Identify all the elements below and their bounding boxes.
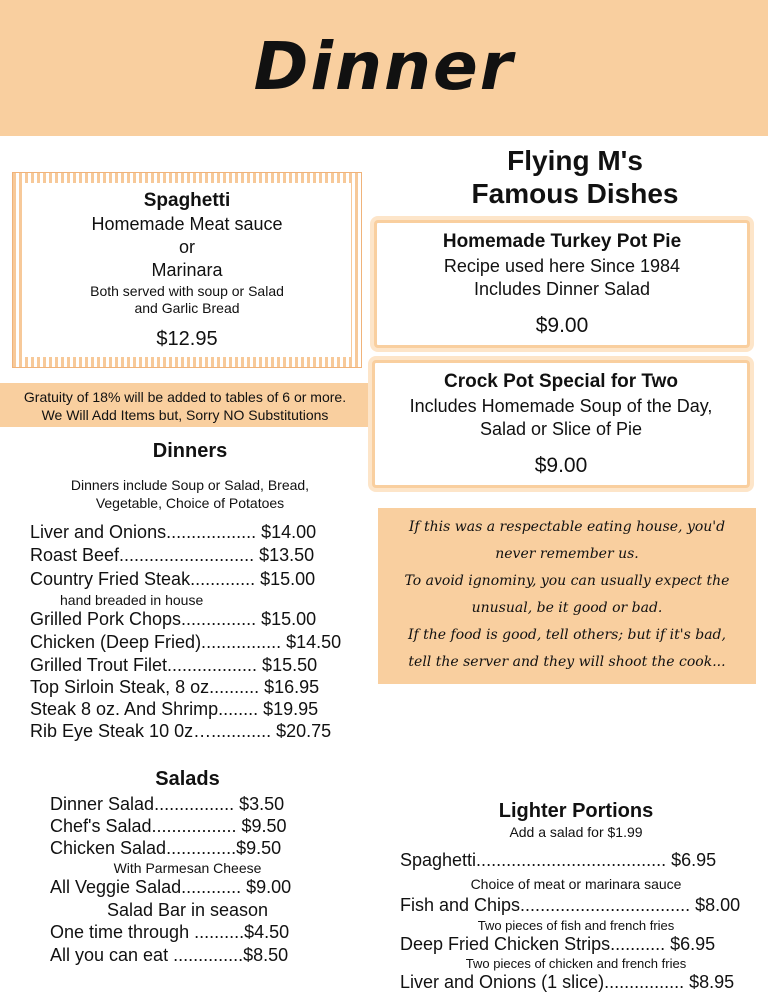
salad-item-note: With Parmesan Cheese xyxy=(113,860,262,876)
lighter-subheading: Add a salad for $1.99 xyxy=(509,824,643,840)
lighter-item: Fish and Chips.................................. $8.00 xyxy=(400,895,741,915)
spaghetti-text xyxy=(12,190,362,351)
dinners-note-2: Vegetable, Choice of Potatoes xyxy=(95,495,285,511)
dinner-item-note: hand breaded in house xyxy=(60,592,204,608)
crock-line-2: Salad or Slice of Pie xyxy=(479,419,643,439)
dinners-note-1: Dinners include Soup or Salad, Bread, xyxy=(70,477,310,493)
salad-bar-note: Salad Bar in season xyxy=(106,900,269,920)
gratuity-line-2: We Will Add Items but, Sorry NO Substitutions xyxy=(41,407,329,423)
spaghetti-line-4: Both served with soup or Salad xyxy=(90,283,284,299)
salad-item: All you can eat ..............$8.50 xyxy=(50,945,289,965)
dinners-heading: Dinners xyxy=(152,440,228,462)
salad-item: Chef's Salad................. $9.50 xyxy=(50,816,287,836)
dinner-item: Rib Eye Steak 10 0z…............ $20.75 xyxy=(30,721,332,741)
dinner-item: Chicken (Deep Fried)................ $14.50 xyxy=(30,632,342,652)
lighter-item: Liver and Onions (1 slice)................ $8.95 xyxy=(400,972,735,992)
quote-line-4: unusual, be it good or bad. xyxy=(471,600,663,616)
quote-line-6: tell the server and they will shoot the cook... xyxy=(408,654,726,670)
quote-box xyxy=(378,508,756,684)
spaghetti-line-5: and Garlic Bread xyxy=(134,300,240,316)
dinner-item: Steak 8 oz. And Shrimp........ $19.95 xyxy=(30,699,319,719)
spaghetti-name: Spaghetti xyxy=(143,190,231,211)
crock-line-1: Includes Homemade Soup of the Day, xyxy=(409,396,713,416)
spaghetti-line-2: or xyxy=(178,237,195,257)
turkey-price: $9.00 xyxy=(535,314,589,337)
dinners-note xyxy=(20,476,360,512)
spaghetti-line-3: Marinara xyxy=(151,260,223,280)
crock-price: $9.00 xyxy=(534,454,588,477)
salad-item: Chicken Salad..............$9.50 xyxy=(50,838,282,858)
lighter-item: Spaghetti...................................... $6.95 xyxy=(400,850,717,870)
dinner-item: Top Sirloin Steak, 8 oz.......... $16.95 xyxy=(30,677,320,697)
turkey-name: Homemade Turkey Pot Pie xyxy=(442,231,682,252)
dinner-item: Grilled Trout Filet.................. $15.50 xyxy=(30,655,318,675)
lighter-item-note: Two pieces of fish and french fries xyxy=(477,918,675,933)
gratuity-notice xyxy=(0,383,370,427)
quote-line-2: never remember us. xyxy=(495,546,639,562)
lighter-item: Deep Fried Chicken Strips........... $6.95 xyxy=(400,934,716,954)
dinner-item: Roast Beef........................... $13.50 xyxy=(30,545,315,565)
lighter-item-note: Choice of meat or marinara sauce xyxy=(470,876,682,892)
salads-heading: Salads xyxy=(155,768,220,790)
lighter-item-note: Two pieces of chicken and french fries xyxy=(465,956,687,971)
lighter-heading: Lighter Portions xyxy=(498,800,654,822)
famous-dishes-heading xyxy=(400,144,750,210)
famous-line-1: Flying M's xyxy=(507,145,643,176)
turkey-pot-pie-box xyxy=(374,220,750,348)
turkey-line-1: Recipe used here Since 1984 xyxy=(443,256,681,276)
turkey-line-2: Includes Dinner Salad xyxy=(473,279,651,299)
salad-item: Dinner Salad................ $3.50 xyxy=(50,794,285,814)
quote-line-1: If this was a respectable eating house, you'd xyxy=(408,519,726,535)
spaghetti-price: $12.95 xyxy=(156,328,218,350)
dinner-item: Liver and Onions.................. $14.00 xyxy=(30,522,317,542)
salad-item: One time through ..........$4.50 xyxy=(50,922,290,942)
crock-name: Crock Pot Special for Two xyxy=(443,371,679,392)
dinner-item: Country Fried Steak............. $15.00 xyxy=(30,569,316,589)
quote-line-3: To avoid ignominy, you can usually expect the xyxy=(404,573,730,589)
gratuity-line-1: Gratuity of 18% will be added to tables of 6 or more. xyxy=(23,389,347,405)
crock-pot-box xyxy=(372,360,750,488)
dinner-item: Grilled Pork Chops............... $15.00 xyxy=(30,609,317,629)
spaghetti-line-1: Homemade Meat sauce xyxy=(91,214,283,234)
quote-line-5: If the food is good, tell others; but if it's bad, xyxy=(408,627,726,643)
page-title: Dinner xyxy=(253,28,515,105)
salad-item: All Veggie Salad............ $9.00 xyxy=(50,877,292,897)
famous-line-2: Famous Dishes xyxy=(471,178,679,209)
